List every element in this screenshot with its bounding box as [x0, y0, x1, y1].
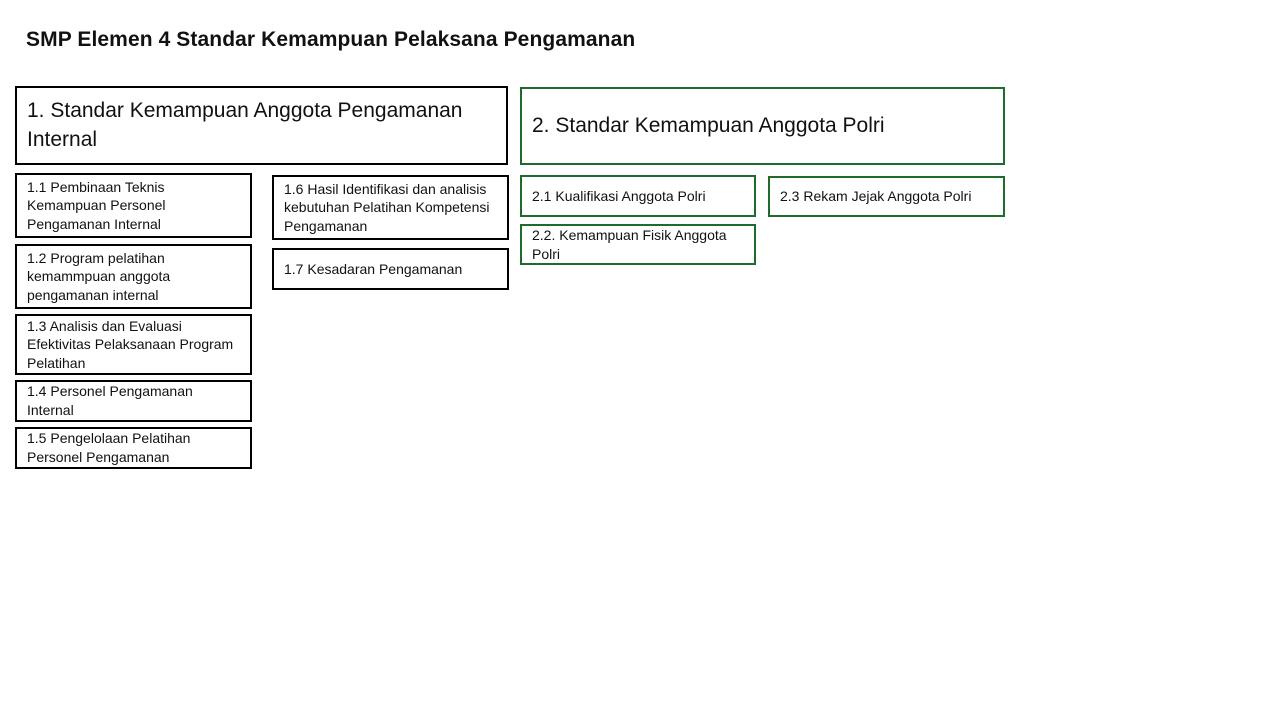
item-1-5-text: 1.5 Pengelolaan Pelatihan Personel Pengamanan: [27, 430, 191, 465]
item-1-2-box: [15, 244, 252, 309]
group1-header-box: [15, 86, 508, 165]
item-1-2-text: 1.2 Program pelatihan kemammpuan anggota pengamanan internal: [27, 249, 171, 303]
item-1-4-box: [15, 380, 252, 422]
item-2-3-text: 2.3 Rekam Jejak Anggota Polri: [780, 188, 972, 205]
group2-header-text: 2. Standar Kemampuan Anggota Polri: [532, 113, 885, 137]
item-1-1-box: [15, 173, 252, 238]
item-1-1-text: 1.1 Pembinaan Teknis Kemampuan Personel Pengamanan Internal: [27, 178, 166, 232]
item-1-7-text: 1.7 Kesadaran Pengamanan: [284, 260, 463, 277]
page-title: SMP Elemen 4 Standar Kemampuan Pelaksana Pengamanan: [26, 28, 636, 51]
group1-header-text: 1. Standar Kemampuan Anggota Pengamanan Internal: [27, 98, 463, 151]
item-1-3-box: [15, 314, 252, 375]
item-2-2-box: [520, 224, 756, 265]
item-1-6-text: 1.6 Hasil Identifikasi dan analisis kebutuhan Pelatihan Kompetensi Pengamanan: [284, 180, 490, 234]
item-1-5-box: [15, 427, 252, 469]
item-2-2-text: 2.2. Kemampuan Fisik Anggota Polri: [532, 226, 727, 262]
item-2-1-box: [520, 175, 756, 217]
item-2-3-box: [768, 176, 1005, 217]
item-1-6-box: [272, 175, 509, 240]
item-2-1-text: 2.1 Kualifikasi Anggota Polri: [532, 187, 706, 204]
item-1-7-box: [272, 248, 509, 290]
item-1-3-text: 1.3 Analisis dan Evaluasi Efektivitas Pelaksanaan Program Pelatihan: [27, 317, 234, 371]
group2-header-box: [520, 87, 1005, 165]
item-1-4-text: 1.4 Personel Pengamanan Internal: [27, 383, 193, 418]
